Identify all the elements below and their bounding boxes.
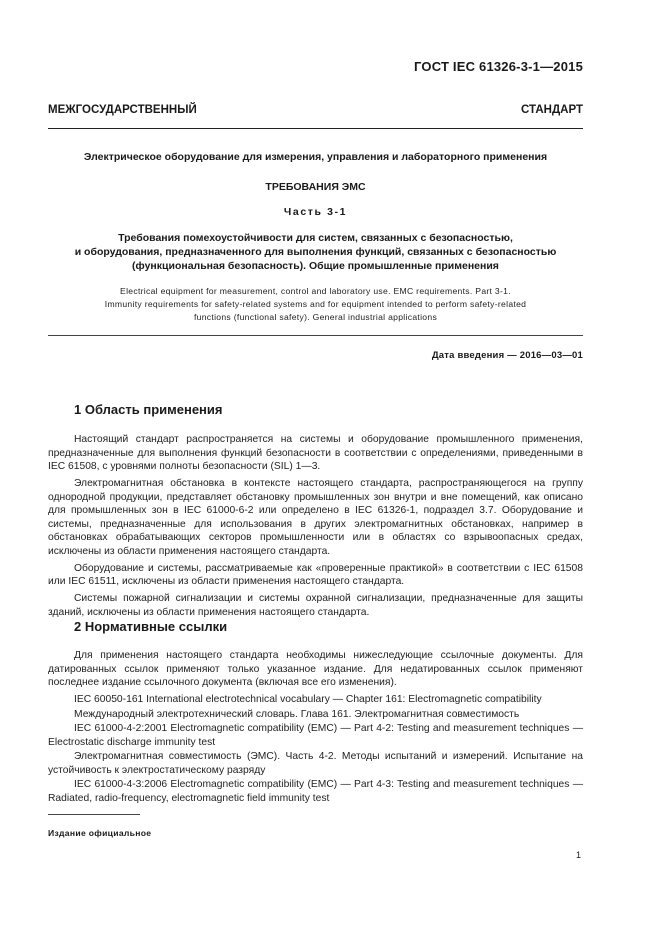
section-heading-scope: 1 Область применения [74, 402, 223, 417]
title-emc: ТРЕБОВАНИЯ ЭМС [265, 181, 366, 193]
title-ru-line: (функциональная безопасность). Общие промышленные применения [132, 260, 499, 272]
section-heading-references: 2 Нормативные ссылки [74, 619, 228, 634]
header-divider [48, 128, 583, 129]
title-en-line: Electrical equipment for measurement, control and laboratory use. EMC requirements. Part 3-1. [120, 286, 511, 296]
paragraph: Настоящий стандарт распространяется на системы и оборудование промышленного применения, предназначенные для выполнения функций безопасности в соответствии с определениями, приведенными в IEC 61508, с уровнями полноты безопасности (SIL) 1—3. [48, 434, 583, 472]
title-english [48, 285, 583, 324]
title-subject: Электрическое оборудование для измерения, управления и лабораторного применения [83, 151, 548, 163]
introduction-date: Дата введения — 2016—03—01 [431, 350, 583, 361]
paragraph: Оборудование и системы, рассматриваемые как «проверенные практикой» в соответствии с IEC 61508 или IEC 61511, исключены из области применения настоящего стандарта. [48, 562, 583, 587]
title-divider [48, 335, 583, 336]
reference-item: IEC 61000-4-2:2001 Electromagnetic compatibility (EMC) — Part 4-2: Testing and measurement techniques — Electrostatic discharge immunity test [48, 723, 583, 748]
document-code: ГОСТ IEC 61326-3-1—2015 [414, 59, 583, 74]
footer-divider [48, 814, 140, 815]
section-scope-body [48, 433, 583, 623]
reference-item: Международный электротехнический словарь. Глава 161. Электромагнитная совместимость [74, 708, 520, 720]
reference-item: IEC 60050-161 International electrotechnical vocabulary — Chapter 161: Electromagnetic compatibility [74, 694, 542, 705]
official-edition-label: Издание официальное [48, 828, 152, 838]
reference-item: Электромагнитная совместимость (ЭМС). Часть 4-2. Методы испытаний и измерений. Испытание на устойчивость к электростатическому разряду [48, 751, 583, 776]
title-part: Часть 3-1 [283, 206, 348, 218]
reference-item: IEC 61000-4-3:2006 Electromagnetic compatibility (EMC) — Part 4-3: Testing and measurement techniques — Radiated, radio-frequency, electromagnetic field immunity test [48, 779, 583, 804]
paragraph: Для применения настоящего стандарта необходимы нижеследующие ссылочные документы. Для датированных ссылок применяют только указанное издание. Для недатированных ссылок применяют последнее издание ссылочного документа (включая все его изменения). [48, 650, 583, 688]
title-russian [48, 231, 583, 273]
title-en-line: functions (functional safety). General industrial applications [193, 312, 438, 322]
page-number: 1 [575, 850, 581, 860]
title-ru-line: Требования помехоустойчивости для систем, связанных с безопасностью, [118, 232, 513, 244]
interstate-standard-heading: МЕЖГОСУДАРСТВЕННЫЙ СТАНДАРТ [48, 104, 583, 116]
paragraph: Электромагнитная обстановка в контексте настоящего стандарта, распространяющегося на группу однородной продукции, представляет обстановку промышленных зон внутри и вне помещений, как описано для промышленных зон в IEC 61000-6-2 или определено в IEC 61326-1, подраздел 3.7. Оборудование и системы, предназначенные для использования в других электромагнитных обстановках, например в обстановках обрабатывающих секторов промышленности или в областях со взрывоопасных средах, исключены из области применения настоящего стандарта. [48, 478, 583, 557]
paragraph: Системы пожарной сигнализации и системы охранной сигнализации, предназначенные для защиты зданий, исключены из области применения настоящего стандарта. [48, 593, 583, 618]
section-references-body [48, 649, 583, 806]
title-ru-line: и оборудования, предназначенного для выполнения функций, связанных с безопасностью [74, 246, 557, 258]
title-en-line: Immunity requirements for safety-related systems and for equipment intended to perform safety-related [104, 299, 527, 309]
